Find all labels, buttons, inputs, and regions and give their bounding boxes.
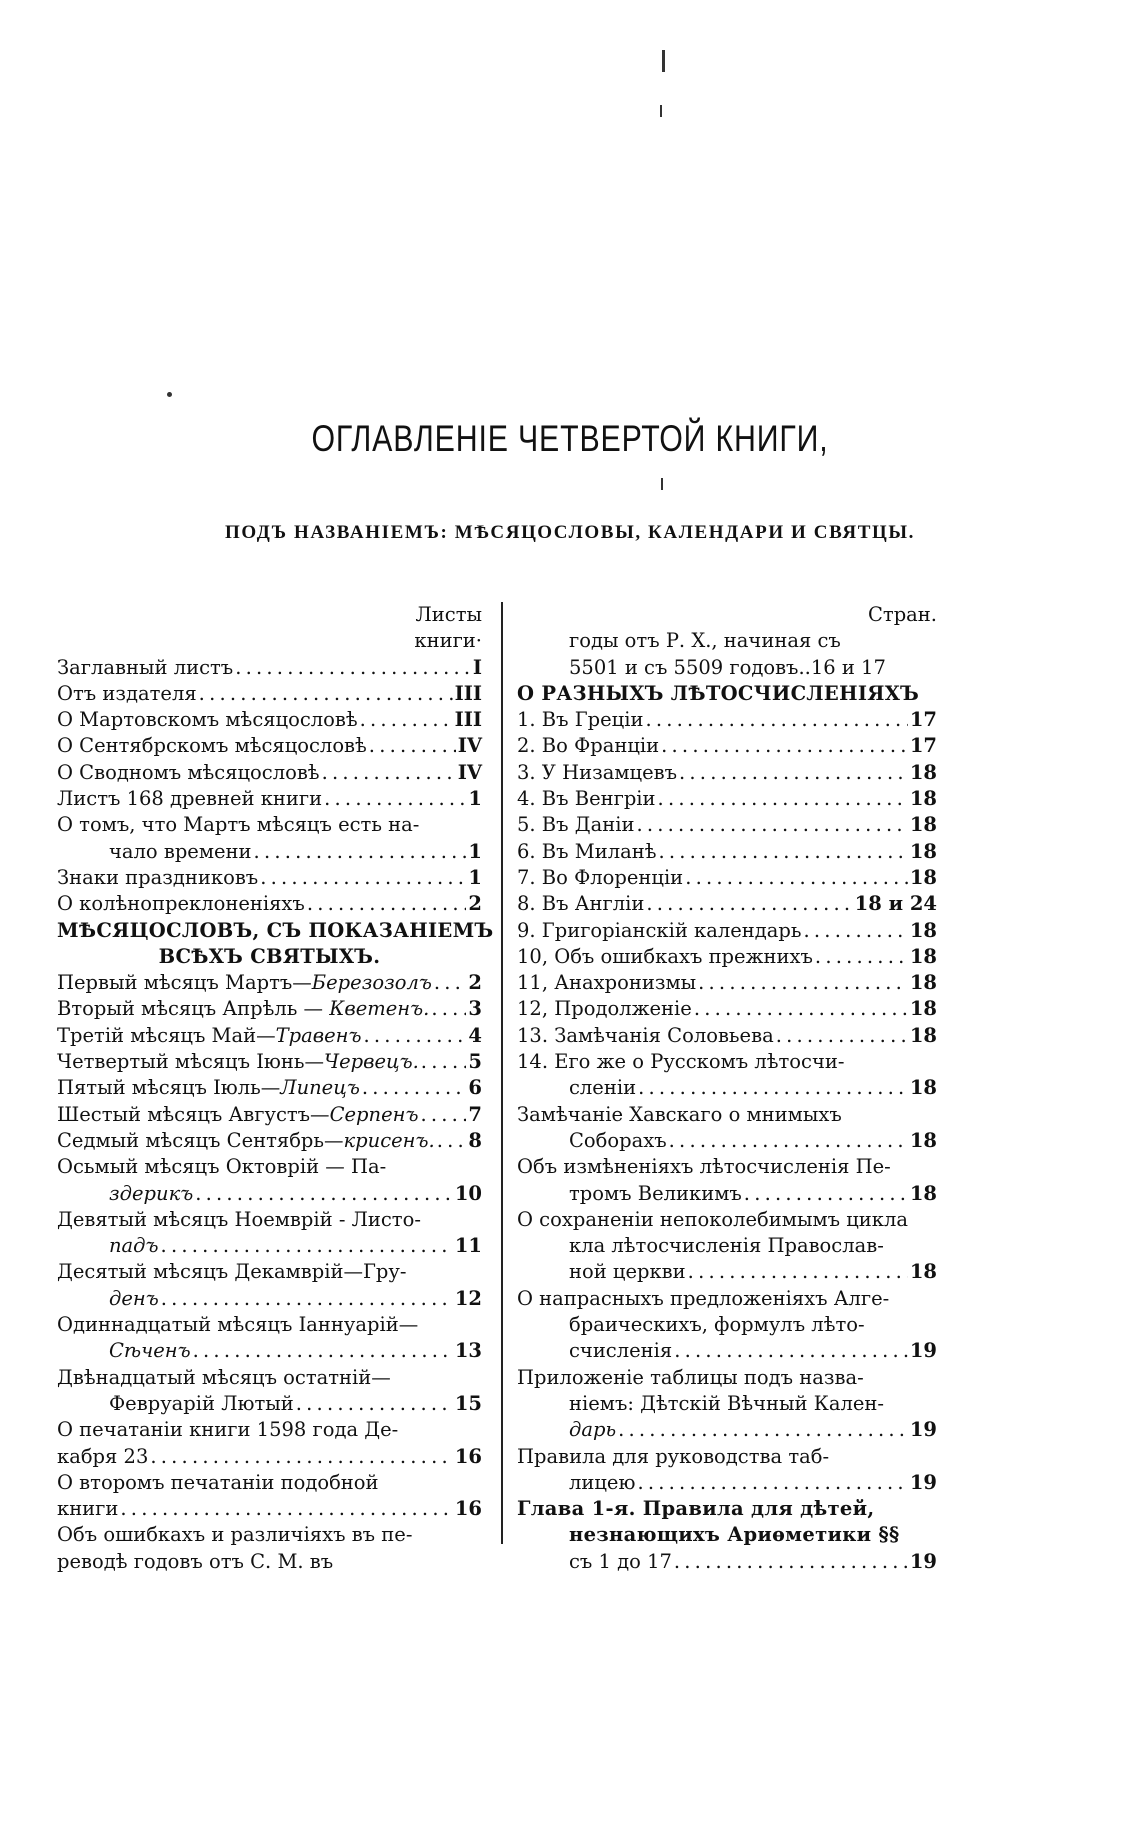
toc-entry[interactable]: [57, 1181, 482, 1207]
toc-entry[interactable]: [517, 812, 937, 838]
entry-text: 9. Григоріанскій календарь: [517, 918, 802, 942]
scan-mark: [662, 50, 665, 72]
toc-entry[interactable]: [517, 918, 937, 944]
entry-page: I: [472, 655, 482, 679]
entry-text: 1. Въ Греціи: [517, 708, 644, 732]
entry-text: 5501 и съ 5509 годовъ..16 и 17: [569, 655, 886, 679]
entry-page: 16: [454, 1497, 482, 1521]
toc-entry[interactable]: [57, 1049, 482, 1075]
entry-italic: Червецъ.: [324, 1050, 419, 1074]
toc-entry[interactable]: [57, 1128, 482, 1154]
entry-page: 1: [468, 787, 482, 811]
entry-text: незнающихъ Ариѳметики §§: [569, 1523, 900, 1547]
entry-text: Сѣченъ: [109, 1339, 191, 1363]
entry-page: 17: [909, 708, 937, 732]
entry-text: Приложеніе таблицы подъ назва-: [517, 1365, 864, 1389]
section-heading: МѢСЯЦОСЛОВЪ, СЪ ПОКАЗАНІЕМЪ: [57, 918, 494, 942]
entry-page: 17: [909, 734, 937, 758]
right-column: [517, 602, 937, 1575]
entry-text: Объ измѣненіяхъ лѣтосчисленія Пе-: [517, 1155, 891, 1179]
entry-text: Третій мѣсяцъ Май—: [57, 1023, 276, 1047]
entry-text: О Мартовскомъ мѣсяцословѣ: [57, 708, 358, 732]
entry-text: О колѣнопреклоненіяхъ: [57, 892, 305, 916]
entry-page: 16: [454, 1444, 482, 1468]
entry-page: III: [454, 708, 482, 732]
entry-page: 18: [909, 944, 937, 968]
toc-entry[interactable]: [517, 786, 937, 812]
entry-text: О печатаніи книги 1598 года Де-: [57, 1418, 399, 1442]
entry-text: Четвертый мѣсяцъ Іюнь—: [57, 1050, 324, 1074]
entry-text: кла лѣтосчисленія Православ-: [569, 1234, 884, 1258]
entry-page: 13: [454, 1339, 482, 1363]
entry-text: Осьмый мѣсяцъ Октоврій — Па-: [57, 1155, 387, 1179]
entry-page: 10: [454, 1181, 482, 1205]
entry-text: ной церкви: [569, 1260, 686, 1284]
entry-text: Первый мѣсяцъ Мартъ—: [57, 971, 312, 995]
entry-text: О Сводномъ мѣсяцословѣ: [57, 760, 320, 784]
toc-entry[interactable]: [57, 681, 482, 707]
entry-text: Отъ издателя: [57, 681, 197, 705]
column-divider: [501, 602, 503, 1544]
entry-text: Февруарій Лютый: [109, 1391, 294, 1415]
entry-text: лицею: [569, 1470, 636, 1494]
entry-text: тромъ Великимъ: [569, 1181, 742, 1205]
toc-entry[interactable]: [57, 786, 482, 812]
entry-text: Десятый мѣсяцъ Декамврій—Гру-: [57, 1260, 407, 1284]
entry-italic: крисенъ.: [343, 1128, 435, 1152]
toc-entry[interactable]: [57, 1338, 482, 1364]
left-header: Листы: [415, 603, 482, 626]
entry-page: 2: [468, 971, 482, 995]
entry-text: реводѣ годовъ отъ С. М. въ: [57, 1549, 334, 1573]
toc-entry[interactable]: [57, 707, 482, 733]
entry-page: 18: [909, 1076, 937, 1100]
entry-page: 1: [468, 839, 482, 863]
entry-page: 1: [468, 865, 482, 889]
entry-text: Двѣнадцатый мѣсяцъ остатній—: [57, 1365, 391, 1389]
entry-text: браическихъ, формулъ лѣто-: [569, 1313, 865, 1337]
entry-page: IV: [457, 734, 482, 758]
page-subtitle: ПОДЪ НАЗВАНІЕМЪ: МѢСЯЦОСЛОВЫ, КАЛЕНДАРИ И СВЯТЦЫ.: [224, 522, 916, 543]
toc-entry[interactable]: [517, 760, 937, 786]
entry-text: чало времени: [109, 839, 252, 863]
toc-entry[interactable]: [57, 996, 482, 1022]
toc-entry[interactable]: [57, 1023, 482, 1049]
entry-text: О второмъ печатаніи подобной: [57, 1470, 379, 1494]
entry-text: 12, Продолженіе: [517, 997, 692, 1021]
toc-entry[interactable]: [517, 970, 937, 996]
entry-page: 11: [454, 1234, 482, 1258]
scan-mark: [167, 392, 172, 397]
toc-entry[interactable]: [517, 996, 937, 1022]
toc-entry[interactable]: [517, 707, 937, 733]
toc-entry[interactable]: [517, 1338, 937, 1364]
entry-page: 19: [909, 1549, 937, 1573]
entry-italic: Кветенъ.: [329, 997, 430, 1021]
entry-page: 7: [468, 1102, 482, 1126]
entry-text: Знаки праздниковъ: [57, 865, 259, 889]
entry-text: 13. Замѣчанія Соловьева: [517, 1023, 774, 1047]
entry-page: 18: [909, 813, 937, 837]
entry-text: 11, Анахронизмы: [517, 971, 697, 995]
entry-text: годы отъ Р. Х., начиная съ: [569, 629, 841, 653]
toc-entry[interactable]: [57, 839, 482, 865]
page-title: ОГЛАВЛЕНІЕ ЧЕТВЕРТОЙ КНИГИ,: [311, 418, 829, 459]
entry-text: 8. Въ Англіи: [517, 892, 645, 916]
entry-text: Пятый мѣсяцъ Іюль—: [57, 1076, 281, 1100]
toc-entry[interactable]: [517, 1075, 937, 1101]
entry-text: 3. У Низамцевъ: [517, 760, 677, 784]
toc-entry[interactable]: [57, 865, 482, 891]
entry-page: 6: [468, 1076, 482, 1100]
entry-text: Одиннадцатый мѣсяцъ Іаннуарій—: [57, 1313, 419, 1337]
entry-page: 2: [468, 892, 482, 916]
entry-page: 18: [909, 1181, 937, 1205]
entry-text: Шестый мѣсяцъ Августъ—: [57, 1102, 330, 1126]
entry-page: 15: [454, 1391, 482, 1415]
toc-entry[interactable]: [517, 1128, 937, 1154]
toc-entry[interactable]: [57, 655, 482, 681]
entry-italic: Травенъ: [275, 1023, 362, 1047]
entry-text: 2. Во Франціи: [517, 734, 660, 758]
toc-entry[interactable]: [57, 760, 482, 786]
entry-text: здерикъ: [109, 1181, 194, 1205]
entry-text: дарь: [569, 1418, 617, 1442]
entry-text: счисленія: [569, 1339, 673, 1363]
entry-page: 18: [909, 787, 937, 811]
entry-page: 18: [909, 865, 937, 889]
scan-mark: [661, 478, 663, 490]
toc-entry[interactable]: [517, 1181, 937, 1207]
entry-text: 7. Во Флоренціи: [517, 865, 684, 889]
entry-text: Заглавный листъ: [57, 655, 234, 679]
entry-page: 18: [909, 1260, 937, 1284]
entry-italic: Березозолъ: [311, 971, 432, 995]
toc-entry[interactable]: [517, 1470, 937, 1496]
entry-text: 6. Въ Миланѣ: [517, 839, 657, 863]
entry-page: 19: [909, 1418, 937, 1442]
entry-page: 18: [909, 760, 937, 784]
entry-page: 8: [468, 1128, 482, 1152]
entry-page: 3: [468, 997, 482, 1021]
toc-entry[interactable]: [57, 1102, 482, 1128]
entry-text: падъ: [109, 1234, 159, 1258]
toc-entry[interactable]: [57, 1496, 482, 1522]
entry-italic: Липецъ: [280, 1076, 360, 1100]
toc-entry[interactable]: [517, 1023, 937, 1049]
toc-entry[interactable]: [57, 1075, 482, 1101]
entry-page: 19: [909, 1339, 937, 1363]
entry-page: 12: [454, 1286, 482, 1310]
entry-page: 19: [909, 1470, 937, 1494]
left-header: книги·: [414, 629, 482, 653]
entry-text: съ 1 до 17: [569, 1549, 672, 1573]
scan-mark: [660, 105, 662, 117]
entry-page: 18: [909, 1128, 937, 1152]
entry-page: 5: [468, 1050, 482, 1074]
entry-text: Объ ошибкахъ и различіяхъ въ пе-: [57, 1523, 413, 1547]
entry-text: Глава 1-я. Правила для дѣтей,: [517, 1497, 875, 1521]
section-heading: ВСѢХЪ СВЯТЫХЪ.: [158, 944, 381, 968]
entry-text: 5. Въ Даніи: [517, 813, 635, 837]
entry-text: Соборахъ: [569, 1128, 667, 1152]
entry-text: кабря 23: [57, 1444, 149, 1468]
toc-entry[interactable]: [517, 1549, 937, 1575]
entry-page: 18: [909, 971, 937, 995]
entry-text: 14. Его же о Русскомъ лѣтосчи-: [517, 1050, 845, 1074]
entry-italic: Серпенъ: [329, 1102, 419, 1126]
entry-page: 18: [909, 839, 937, 863]
entry-page: III: [454, 681, 482, 705]
entry-page: 18: [909, 997, 937, 1021]
toc-entry[interactable]: [57, 1286, 482, 1312]
toc-entry[interactable]: [57, 1444, 482, 1470]
entry-page: 18: [909, 918, 937, 942]
toc-entry[interactable]: [517, 839, 937, 865]
toc-entry[interactable]: [57, 1391, 482, 1417]
entry-text: Листъ 168 древней книги: [57, 787, 323, 811]
toc-entry[interactable]: [517, 865, 937, 891]
entry-page: 4: [468, 1023, 482, 1047]
section-heading: О РАЗНЫХЪ ЛѢТОСЧИСЛЕНІЯХЪ: [517, 681, 920, 705]
toc-entry[interactable]: [517, 944, 937, 970]
entry-text: ніемъ: Дѣтскій Вѣчный Кален-: [569, 1391, 884, 1415]
toc-entry[interactable]: [57, 970, 482, 996]
entry-text: Правила для руководства таб-: [517, 1444, 830, 1468]
toc-entry[interactable]: [517, 733, 937, 759]
toc-entry[interactable]: [517, 1259, 937, 1285]
entry-text: Седмый мѣсяцъ Сентябрь—: [57, 1128, 344, 1152]
entry-page: IV: [457, 760, 482, 784]
entry-text: книги: [57, 1497, 119, 1521]
right-header: Стран.: [867, 603, 937, 626]
entry-text: Вторый мѣсяцъ Апрѣль —: [57, 997, 330, 1021]
entry-page: 18 и 24: [854, 892, 937, 916]
entry-text: Замѣчаніе Хавскаго о мнимыхъ: [517, 1102, 842, 1126]
left-column: [57, 602, 494, 1575]
entry-text: О томъ, что Мартъ мѣсяцъ есть на-: [57, 813, 420, 837]
toc-entry[interactable]: [57, 1233, 482, 1259]
entry-text: О напрасныхъ предложеніяхъ Алге-: [517, 1286, 890, 1310]
entry-page: 18: [909, 1023, 937, 1047]
entry-text: О сохраненіи непоколебимымъ цикла: [517, 1207, 908, 1231]
entry-text: 4. Въ Венгріи: [517, 787, 656, 811]
toc-entry[interactable]: [57, 891, 482, 917]
entry-text: Девятый мѣсяцъ Ноемврій - Листо-: [57, 1207, 421, 1231]
toc-entry[interactable]: [57, 733, 482, 759]
entry-text: О Сентябрскомъ мѣсяцословѣ: [57, 734, 367, 758]
entry-text: денъ: [109, 1286, 159, 1310]
entry-text: 10, Объ ошибкахъ прежнихъ: [517, 944, 813, 968]
toc-entry[interactable]: [517, 1417, 937, 1443]
toc-entry[interactable]: [517, 891, 937, 917]
entry-text: сленіи: [569, 1076, 637, 1100]
